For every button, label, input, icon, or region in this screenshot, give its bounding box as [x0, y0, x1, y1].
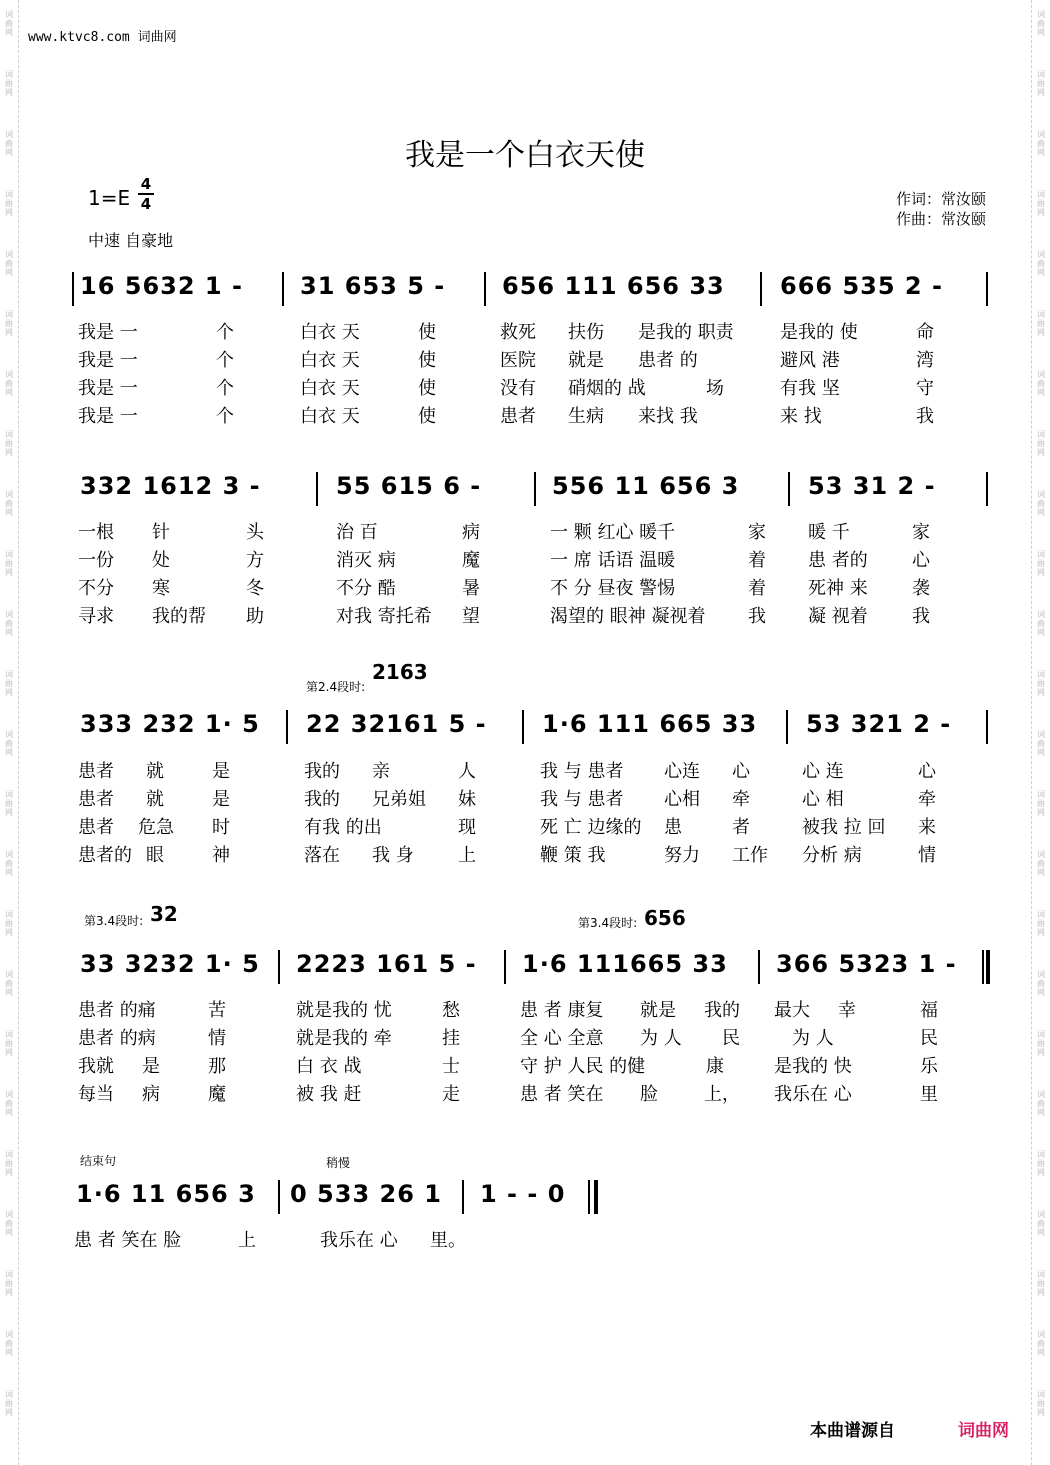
lyric: 福 — [920, 1000, 938, 1021]
lyric: 心 — [732, 761, 750, 782]
measure: 366 5323 1 - — [776, 950, 957, 978]
side-watermark-text: 词曲网 — [1037, 250, 1045, 277]
notation-row-4 — [0, 950, 1050, 1000]
variant-note: 第2.4段时: — [306, 680, 366, 694]
lyric: 时 — [212, 817, 230, 838]
variant-notes: 2163 — [372, 660, 428, 684]
lyric: 眼 — [146, 845, 164, 866]
lyric: 患者 的 — [638, 350, 698, 371]
lyric: 我是 一 — [78, 378, 138, 399]
side-watermark-text: 词曲网 — [5, 1150, 13, 1177]
song-title: 我是一个白衣天使 — [405, 138, 645, 173]
side-watermark-text: 词曲网 — [5, 790, 13, 817]
lyric: 是我的 职责 — [638, 322, 734, 343]
lyric: 患者 的痛 — [78, 1000, 156, 1021]
lyric: 心 — [912, 550, 930, 571]
lyric: 者 — [732, 817, 750, 838]
lyric: 那 — [208, 1056, 226, 1077]
lyric: 牵 — [732, 789, 750, 810]
lyric: 使 — [418, 322, 436, 343]
lyric: 一 颗 红心 暖千 — [550, 522, 676, 543]
side-watermark-text: 词曲网 — [5, 10, 13, 37]
lyric: 家 — [748, 522, 766, 543]
lyric: 我是 一 — [78, 406, 138, 427]
lyric: 没有 — [500, 378, 536, 399]
repeat-bar-thick — [986, 950, 990, 984]
lyric: 民 — [722, 1028, 740, 1049]
lyric: 一 席 话语 温暖 — [550, 550, 676, 571]
lyric: 救死 — [500, 322, 536, 343]
lyric: 患者 的病 — [78, 1028, 156, 1049]
side-watermark-text: 词曲网 — [5, 130, 13, 157]
side-watermark-text: 词曲网 — [5, 730, 13, 757]
bar-line — [760, 272, 762, 306]
side-watermark-text: 词曲网 — [1037, 130, 1045, 157]
measure: 556 11 656 3 — [552, 472, 740, 500]
lyric: 心 — [918, 761, 936, 782]
lyric: 头 — [246, 522, 264, 543]
lyric: 家 — [912, 522, 930, 543]
lyric: 魔 — [208, 1084, 226, 1105]
lyric: 硝烟的 战 — [568, 378, 646, 399]
lyric: 不分 — [78, 578, 114, 599]
lyric: 白 衣 战 — [296, 1056, 362, 1077]
lyric: 着 — [748, 550, 766, 571]
lyric: 我是 一 — [78, 322, 138, 343]
lyric: 患 者的 — [808, 550, 868, 571]
lyric: 寻求 — [78, 606, 114, 627]
lyric: 有我 坚 — [780, 378, 840, 399]
measure: 16 5632 1 - — [80, 272, 243, 300]
variant-note: 第3.4段时: — [84, 914, 144, 928]
side-watermark-text: 词曲网 — [1037, 70, 1045, 97]
lyric: 就 — [146, 789, 164, 810]
lyric: 是我的 快 — [774, 1056, 852, 1077]
lyric: 努力 — [664, 845, 700, 866]
end-bar-thin — [588, 1180, 590, 1214]
tempo-marking: 中速 自豪地 — [88, 231, 174, 250]
lyric: 来找 我 — [638, 406, 698, 427]
side-watermark-text: 词曲网 — [5, 310, 13, 337]
lyric: 患 — [664, 817, 682, 838]
lyric: 湾 — [916, 350, 934, 371]
side-watermark-text: 词曲网 — [5, 1090, 13, 1117]
lyric: 个 — [216, 322, 234, 343]
key-signature: 1=E — [88, 186, 131, 210]
lyric: 情 — [208, 1028, 226, 1049]
footer-source: 本曲谱源自 — [810, 1421, 895, 1441]
lyric: 来 — [918, 817, 936, 838]
lyric: 患 者 笑在 脸 — [74, 1230, 182, 1251]
lyric: 我 身 — [372, 845, 414, 866]
bar-line — [534, 472, 536, 506]
lyric: 我乐在 心 — [320, 1230, 398, 1251]
bar-line — [788, 472, 790, 506]
notation-row-1 — [0, 272, 1050, 322]
lyric: 寒 — [152, 578, 170, 599]
lyric: 渴望的 眼神 凝视着 — [550, 606, 706, 627]
lyric: 扶伤 — [568, 322, 604, 343]
lyric: 被我 拉 回 — [802, 817, 886, 838]
notation-row-3 — [0, 710, 1050, 760]
lyric: 每当 — [78, 1084, 114, 1105]
bar-line — [522, 710, 524, 744]
lyric: 我 — [748, 606, 766, 627]
lyric: 我的 — [704, 1000, 740, 1021]
lyric: 里。 — [430, 1230, 466, 1251]
variant-note: 第3.4段时: — [578, 916, 638, 930]
lyric: 被 我 赶 — [296, 1084, 362, 1105]
measure: 1·6 11 656 3 — [76, 1180, 256, 1208]
lyric: 病 — [142, 1084, 160, 1105]
time-sig-top: 4 — [140, 175, 152, 193]
composer: 作曲：常汝颐 — [895, 210, 986, 228]
measure: 332 1612 3 - — [80, 472, 261, 500]
measure: 55 615 6 - — [336, 472, 482, 500]
lyric: 场 — [706, 378, 724, 399]
lyric: 我的 — [304, 761, 340, 782]
lyric: 患者 — [78, 761, 114, 782]
lyric: 患者 — [78, 817, 114, 838]
lyric: 我的帮 — [152, 606, 206, 627]
lyric: 幸 — [838, 1000, 856, 1021]
notation-row-2 — [0, 472, 1050, 522]
time-signature — [138, 176, 154, 212]
lyric: 避风 港 — [780, 350, 840, 371]
lyric: 我 与 患者 — [540, 789, 624, 810]
bar-line — [282, 272, 284, 306]
lyric: 心 连 — [802, 761, 844, 782]
lyric: 暖 千 — [808, 522, 850, 543]
lyric: 就是我的 忧 — [296, 1000, 392, 1021]
lyric: 医院 — [500, 350, 536, 371]
variant-notes: 32 — [150, 902, 178, 926]
lyric: 危急 — [138, 817, 174, 838]
lyric: 走 — [442, 1084, 460, 1105]
lyric: 个 — [216, 350, 234, 371]
lyric: 使 — [418, 406, 436, 427]
lyric: 针 — [152, 522, 170, 543]
side-watermark-text: 词曲网 — [5, 190, 13, 217]
bar-line — [278, 950, 280, 984]
side-watermark-text: 词曲网 — [5, 250, 13, 277]
lyric: 个 — [216, 406, 234, 427]
lyric: 死 亡 边缘的 — [540, 817, 642, 838]
lyric: 上 — [458, 845, 476, 866]
lyric: 使 — [418, 350, 436, 371]
side-watermark-text: 词曲网 — [5, 610, 13, 637]
lyric: 白衣 天 — [300, 406, 360, 427]
lyric: 分析 病 — [802, 845, 862, 866]
lyric: 全 心 全意 — [520, 1028, 604, 1049]
lyric: 我 — [912, 606, 930, 627]
lyric: 不分 酷 — [336, 578, 396, 599]
lyric: 心相 — [664, 789, 700, 810]
lyric: 里 — [920, 1084, 938, 1105]
measure: 33 3232 1· 5 — [80, 950, 260, 978]
side-watermark-text: 词曲网 — [5, 1210, 13, 1237]
lyric: 患者 — [78, 789, 114, 810]
lyric: 方 — [246, 550, 264, 571]
bar-line — [758, 950, 760, 984]
bar-line — [986, 272, 988, 306]
lyric: 我 与 患者 — [540, 761, 624, 782]
lyric: 是我的 使 — [780, 322, 858, 343]
side-watermark-text: 词曲网 — [5, 490, 13, 517]
bar-line — [504, 950, 506, 984]
ending-label: 结束句 — [80, 1154, 117, 1168]
lyric: 为 人 — [640, 1028, 682, 1049]
lyric: 白衣 天 — [300, 322, 360, 343]
measure: 2223 161 5 - — [296, 950, 477, 978]
lyric: 康 — [706, 1056, 724, 1077]
bar-line — [484, 272, 486, 306]
lyric: 有我 的出 — [304, 817, 382, 838]
side-watermark-text: 词曲网 — [5, 1330, 13, 1357]
lyric: 就 — [146, 761, 164, 782]
side-watermark-text: 词曲网 — [1037, 730, 1045, 757]
lyric: 是 — [212, 789, 230, 810]
side-watermark-text: 词曲网 — [5, 1270, 13, 1297]
lyric: 望 — [462, 606, 480, 627]
repeat-bar-thin — [982, 950, 984, 984]
notation-row-5 — [0, 1180, 1050, 1230]
lyric: 上， — [704, 1084, 740, 1105]
lyric: 患者 — [500, 406, 536, 427]
lyric: 助 — [246, 606, 264, 627]
lyric: 一根 — [78, 522, 114, 543]
lyric: 心 相 — [802, 789, 844, 810]
lyric: 落在 — [304, 845, 340, 866]
lyric: 我的 — [304, 789, 340, 810]
side-watermark-text: 词曲网 — [5, 970, 13, 997]
lyric: 我是 一 — [78, 350, 138, 371]
side-watermark-text: 词曲网 — [1037, 1030, 1045, 1057]
lyric: 为 人 — [792, 1028, 834, 1049]
measure: 22 32161 5 - — [306, 710, 487, 738]
lyric: 妹 — [458, 789, 476, 810]
lyric: 鞭 策 我 — [540, 845, 606, 866]
lyric: 我乐在 心 — [774, 1084, 852, 1105]
side-watermark-text: 词曲网 — [1037, 910, 1045, 937]
lyric: 患 者 笑在 — [520, 1084, 604, 1105]
lyric: 是 — [142, 1056, 160, 1077]
variant-notes: 656 — [644, 906, 686, 930]
bar-line — [286, 710, 288, 744]
lyric: 人 — [458, 761, 476, 782]
lyric: 心连 — [664, 761, 700, 782]
lyric: 来 找 — [780, 406, 822, 427]
lyric: 不 分 昼夜 警惕 — [550, 578, 676, 599]
lyric: 着 — [748, 578, 766, 599]
side-watermark-text: 词曲网 — [1037, 310, 1045, 337]
bar-line — [278, 1180, 280, 1214]
lyric: 守 护 人民 的健 — [520, 1056, 646, 1077]
side-watermark-text: 词曲网 — [5, 550, 13, 577]
lyric: 工作 — [732, 845, 768, 866]
measure: 53 321 2 - — [806, 710, 952, 738]
lyric: 白衣 天 — [300, 378, 360, 399]
side-watermark-text: 词曲网 — [1037, 1330, 1045, 1357]
lyric: 凝 视着 — [808, 606, 868, 627]
lyric: 暑 — [462, 578, 480, 599]
side-watermark-text: 词曲网 — [1037, 1210, 1045, 1237]
lyric: 民 — [920, 1028, 938, 1049]
bar-line — [462, 1180, 464, 1214]
measure: 666 535 2 - — [780, 272, 943, 300]
site-url: www.ktvc8.com 词曲网 — [28, 30, 177, 45]
lyric: 个 — [216, 378, 234, 399]
side-watermark-text: 词曲网 — [1037, 10, 1045, 37]
side-watermark-text: 词曲网 — [5, 910, 13, 937]
lyric: 愁 — [442, 1000, 460, 1021]
lyric: 就是 — [568, 350, 604, 371]
measure: 1 - - 0 — [480, 1180, 566, 1208]
side-watermark-text: 词曲网 — [1037, 970, 1045, 997]
side-watermark-text: 词曲网 — [1037, 850, 1045, 877]
footer-brand-link[interactable]: 词曲网 — [958, 1421, 1009, 1441]
slowly-label: 稍慢 — [326, 1156, 351, 1170]
bar-line — [986, 472, 988, 506]
side-watermark-text: 词曲网 — [5, 370, 13, 397]
side-watermark-text: 词曲网 — [5, 850, 13, 877]
lyric: 冬 — [246, 578, 264, 599]
lyric: 守 — [916, 378, 934, 399]
side-watermark-text: 词曲网 — [1037, 1390, 1045, 1417]
lyric: 情 — [918, 845, 936, 866]
bar-line — [316, 472, 318, 506]
lyric: 一份 — [78, 550, 114, 571]
side-watermark-text: 词曲网 — [1037, 610, 1045, 637]
side-watermark-text: 词曲网 — [1037, 370, 1045, 397]
lyric: 现 — [458, 817, 476, 838]
start-bar — [72, 272, 74, 306]
lyric: 生病 — [568, 406, 604, 427]
lyric: 兄弟姐 — [372, 789, 426, 810]
side-watermark-text: 词曲网 — [1037, 550, 1045, 577]
lyric: 魔 — [462, 550, 480, 571]
measure: 0 533 26 1 — [290, 1180, 442, 1208]
lyric: 死神 来 — [808, 578, 868, 599]
measure: 333 232 1· 5 — [80, 710, 260, 738]
measure: 1·6 111 665 33 — [542, 710, 758, 738]
lyricist: 作词：常汝颐 — [895, 190, 986, 208]
side-watermark-text: 词曲网 — [5, 1390, 13, 1417]
side-watermark-text: 词曲网 — [1037, 1150, 1045, 1177]
side-watermark-text: 词曲网 — [1037, 1270, 1045, 1297]
side-watermark-text: 词曲网 — [5, 430, 13, 457]
lyric: 乐 — [920, 1056, 938, 1077]
lyric: 白衣 天 — [300, 350, 360, 371]
measure: 656 111 656 33 — [502, 272, 725, 300]
lyric: 牵 — [918, 789, 936, 810]
lyric: 士 — [442, 1056, 460, 1077]
side-watermark-text: 词曲网 — [1037, 1090, 1045, 1117]
side-watermark-text: 词曲网 — [5, 70, 13, 97]
lyric: 脸 — [640, 1084, 658, 1105]
lyric: 神 — [212, 845, 230, 866]
lyric: 上 — [238, 1230, 256, 1251]
bar-line — [786, 710, 788, 744]
lyric: 就是 — [640, 1000, 676, 1021]
lyric: 患者的 — [78, 845, 132, 866]
lyric: 消灭 病 — [336, 550, 396, 571]
measure: 53 31 2 - — [808, 472, 936, 500]
side-watermark-text: 词曲网 — [1037, 190, 1045, 217]
lyric: 挂 — [442, 1028, 460, 1049]
lyric: 亲 — [372, 761, 390, 782]
lyric: 袭 — [912, 578, 930, 599]
side-watermark-text: 词曲网 — [1037, 790, 1045, 817]
measure: 31 653 5 - — [300, 272, 446, 300]
lyric: 处 — [152, 550, 170, 571]
lyric: 治 百 — [336, 522, 378, 543]
lyric: 对我 寄托希 — [336, 606, 432, 627]
lyric: 患 者 康复 — [520, 1000, 604, 1021]
lyric: 苦 — [208, 1000, 226, 1021]
side-watermark-text: 词曲网 — [5, 1030, 13, 1057]
measure: 1·6 111665 33 — [522, 950, 728, 978]
time-sig-bottom: 4 — [140, 195, 152, 213]
lyric: 是 — [212, 761, 230, 782]
side-watermark-text: 词曲网 — [1037, 490, 1045, 517]
lyric: 病 — [462, 522, 480, 543]
side-watermark-text: 词曲网 — [1037, 670, 1045, 697]
lyric: 就是我的 牵 — [296, 1028, 392, 1049]
bar-line — [986, 710, 988, 744]
lyric: 使 — [418, 378, 436, 399]
side-watermark-text: 词曲网 — [5, 670, 13, 697]
side-watermark-text: 词曲网 — [1037, 430, 1045, 457]
end-bar-thick — [594, 1180, 598, 1214]
lyric: 我 — [916, 406, 934, 427]
lyric: 命 — [916, 322, 934, 343]
lyric: 最大 — [774, 1000, 810, 1021]
lyric: 我就 — [78, 1056, 114, 1077]
